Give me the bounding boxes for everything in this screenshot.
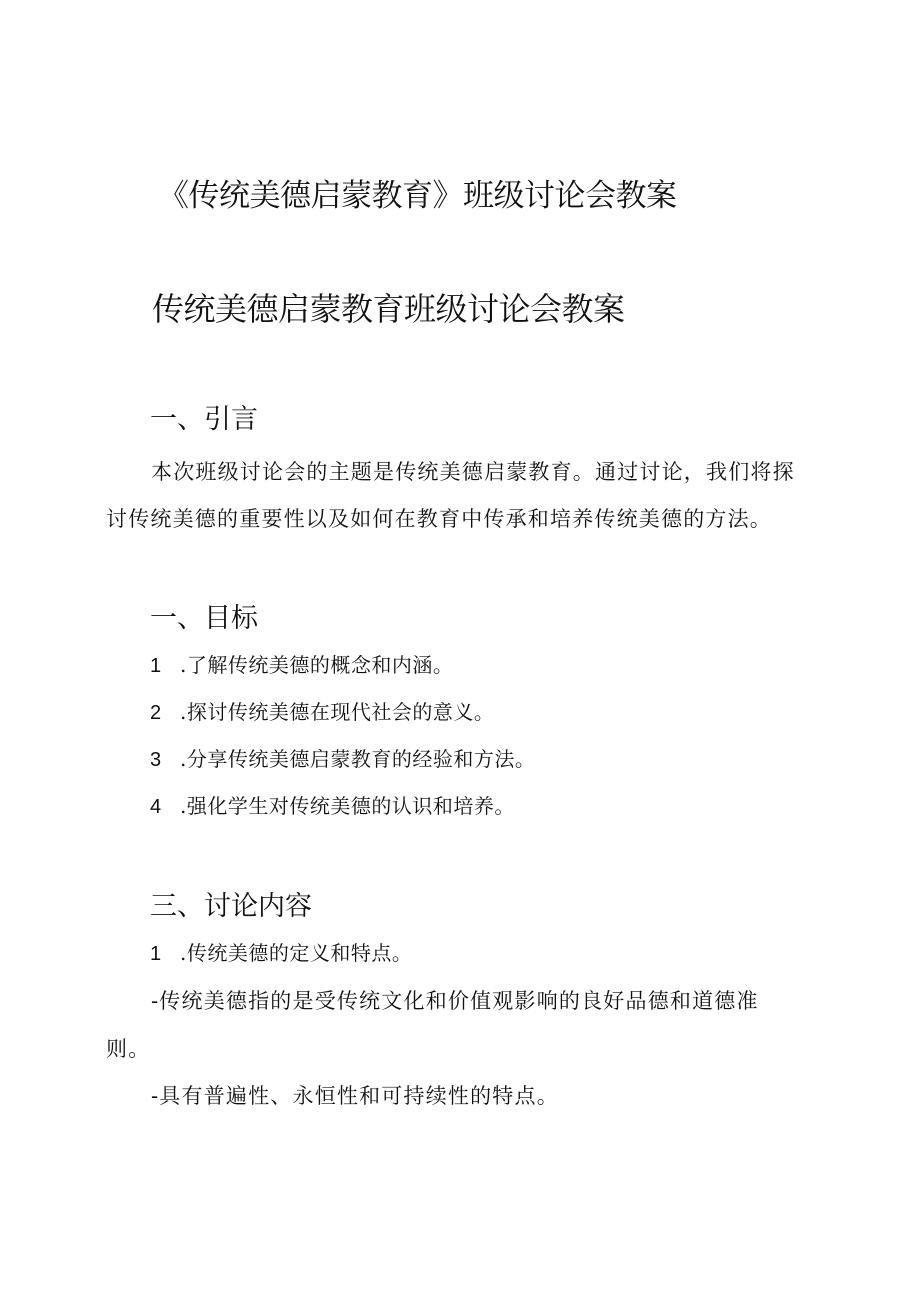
introduction-line-1: 本次班级讨论会的主题是传统美德启蒙教育。通过讨论，我们将探 (151, 460, 795, 484)
goal-text: .强化学生对传统美德的认识和培养。 (180, 794, 515, 818)
document-title: 《传统美德启蒙教育》班级讨论会教案 (158, 178, 677, 214)
introduction-line-2: 讨传统美德的重要性以及如何在教育中传承和培养传统美德的方法。 (106, 507, 772, 531)
goal-item-2 (150, 696, 494, 725)
goal-text: .了解传统美德的概念和内涵。 (180, 653, 454, 677)
document-subtitle: 传统美德启蒙教育班级讨论会教案 (152, 290, 625, 328)
goal-number: 2 (150, 702, 162, 724)
discussion-number: 1 (150, 943, 162, 965)
discussion-detail-line-3: -具有普遍性、永恒性和可持续性的特点。 (151, 1084, 559, 1108)
goal-number: 1 (150, 655, 162, 677)
discussion-detail-line-2: 则。 (106, 1037, 151, 1061)
discussion-item-1 (150, 937, 412, 966)
discussion-text: .传统美德的定义和特点。 (180, 941, 413, 965)
goal-text: .探讨传统美德在现代社会的意义。 (180, 700, 495, 724)
section-heading-discussion: 三、讨论内容 (150, 891, 312, 922)
section-heading-introduction: 一、引言 (150, 404, 258, 435)
goal-number: 4 (150, 796, 162, 818)
goal-item-3 (150, 743, 535, 772)
section-heading-goals: 一、目标 (150, 603, 258, 634)
goal-item-4 (150, 790, 515, 819)
goal-text: .分享传统美德启蒙教育的经验和方法。 (180, 747, 536, 771)
discussion-detail-line-1: -传统美德指的是受传统文化和价值观影响的良好品德和道德准 (151, 989, 759, 1013)
goal-number: 3 (150, 749, 162, 771)
goal-item-1 (150, 649, 453, 678)
